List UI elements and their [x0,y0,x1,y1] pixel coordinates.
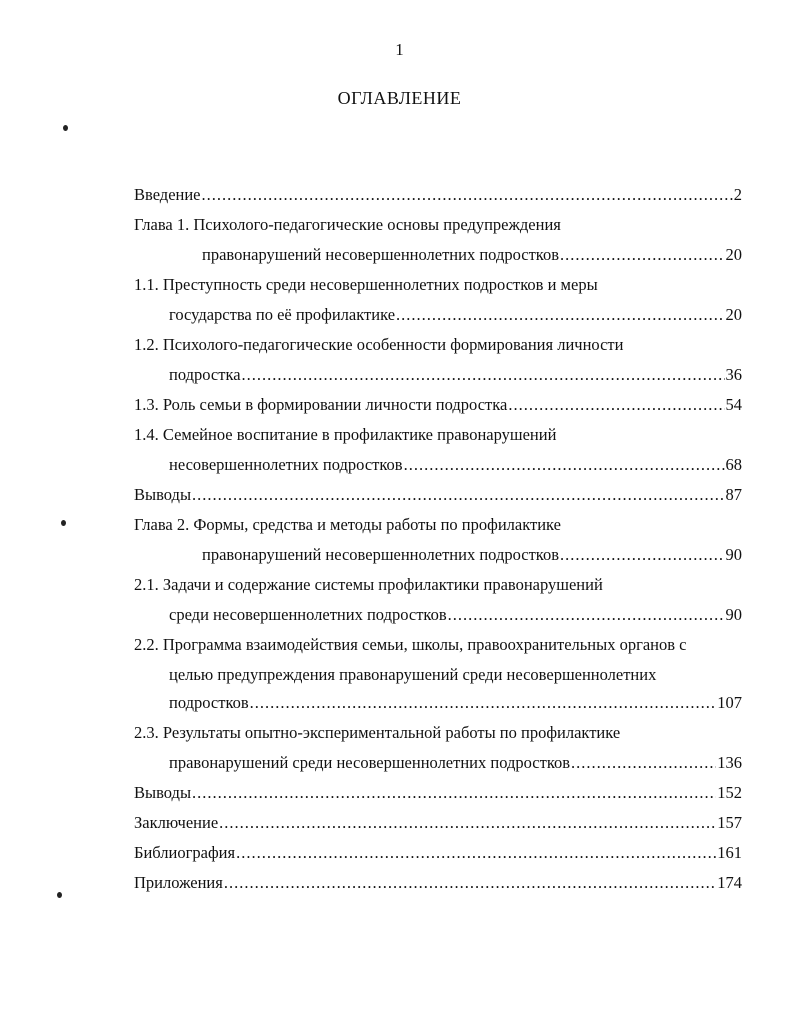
dot-leader [224,873,716,893]
toc-entry-1-1[interactable]: государства по её профилактике ..... 20 [169,305,742,325]
toc-entry-1-3[interactable]: 1.3. Роль семьи в формировании личности подростка ..... 54 [134,395,742,415]
toc-entry-1-4[interactable]: несовершеннолетних подростков ..... 68 [169,455,742,475]
toc-entry-1-2-line1[interactable]: 1.2. Психолого-педагогические особенности формирования личности [134,335,624,354]
dot-leader [236,843,716,863]
toc-entry-2-2-line1[interactable]: 2.2. Программа взаимодействия семьи, школы, правоохранительных органов с [134,635,687,654]
dot-leader [560,245,724,265]
toc-page-number: 157 [717,813,742,832]
dot-leader [404,455,725,475]
toc-entry-chapter2-line1[interactable]: Глава 2. Формы, средства и методы работы по профилактике [134,515,561,534]
toc-page-number: 152 [717,783,742,802]
toc-entry-appendices[interactable]: Приложения ..... 174 [134,873,742,893]
toc-page-number: 36 [725,365,742,384]
toc-page-number: 174 [717,873,742,892]
toc-entry-chapter1[interactable]: правонарушений несовершеннолетних подростков ..... 20 [202,245,742,265]
dot-leader [202,185,733,205]
toc-page-number: 136 [717,753,742,772]
toc-page-number: 161 [717,843,742,862]
toc-entry-chapter1-line1[interactable]: Глава 1. Психолого-педагогические основы предупреждения [134,215,561,234]
dot-leader [396,305,724,325]
dot-leader [242,365,725,385]
toc-page-number: 2 [733,185,742,204]
dot-leader [571,753,716,773]
dot-leader [219,813,716,833]
page-number: 1 [395,40,404,59]
toc-entry-2-2-line2[interactable]: целью предупреждения правонарушений среди несовершеннолетних [169,665,657,684]
dot-leader [192,485,724,505]
toc-page-number: 20 [725,245,742,264]
toc-page-number: 90 [725,605,742,624]
dot-leader [508,395,724,415]
toc-entry-2-2[interactable]: подростков ..... 107 [169,693,742,713]
toc-page-number: 54 [725,395,742,414]
toc-entry-2-1-line1[interactable]: 2.1. Задачи и содержание системы профилактики правонарушений [134,575,603,594]
dot-leader [448,605,725,625]
toc-entry-intro[interactable]: Введение ..... 2 [134,185,742,205]
toc-page-number: 87 [725,485,742,504]
toc-entry-conclusion[interactable]: Заключение ..... 157 [134,813,742,833]
toc-entry-conclusions-2[interactable]: Выводы ..... 152 [134,783,742,803]
dot-leader [250,693,717,713]
toc-entry-1-1-line1[interactable]: 1.1. Преступность среди несовершеннолетних подростков и меры [134,275,598,294]
toc-entry-1-2[interactable]: подростка ..... 36 [169,365,742,385]
toc-page-number: 90 [725,545,742,564]
toc-page-number: 68 [725,455,742,474]
toc-title: ОГЛАВЛЕНИЕ [337,88,462,108]
toc-entry-2-3[interactable]: правонарушений среди несовершеннолетних подростков ..... 136 [169,753,742,773]
toc-entry-1-4-line1[interactable]: 1.4. Семейное воспитание в профилактике правонарушений [134,425,557,444]
toc-entry-chapter2[interactable]: правонарушений несовершеннолетних подростков ..... 90 [202,545,742,565]
toc-entry-2-3-line1[interactable]: 2.3. Результаты опытно-экспериментальной работы по профилактике [134,723,621,742]
toc-entry-bibliography[interactable]: Библиография ..... 161 [134,843,742,863]
toc-page-number: 107 [717,693,742,712]
dot-leader [192,783,716,803]
toc-entry-2-1[interactable]: среди несовершеннолетних подростков ..... 90 [169,605,742,625]
toc-page-number: 20 [725,305,742,324]
dot-leader [560,545,724,565]
toc-entry-conclusions-1[interactable]: Выводы ..... 87 [134,485,742,505]
